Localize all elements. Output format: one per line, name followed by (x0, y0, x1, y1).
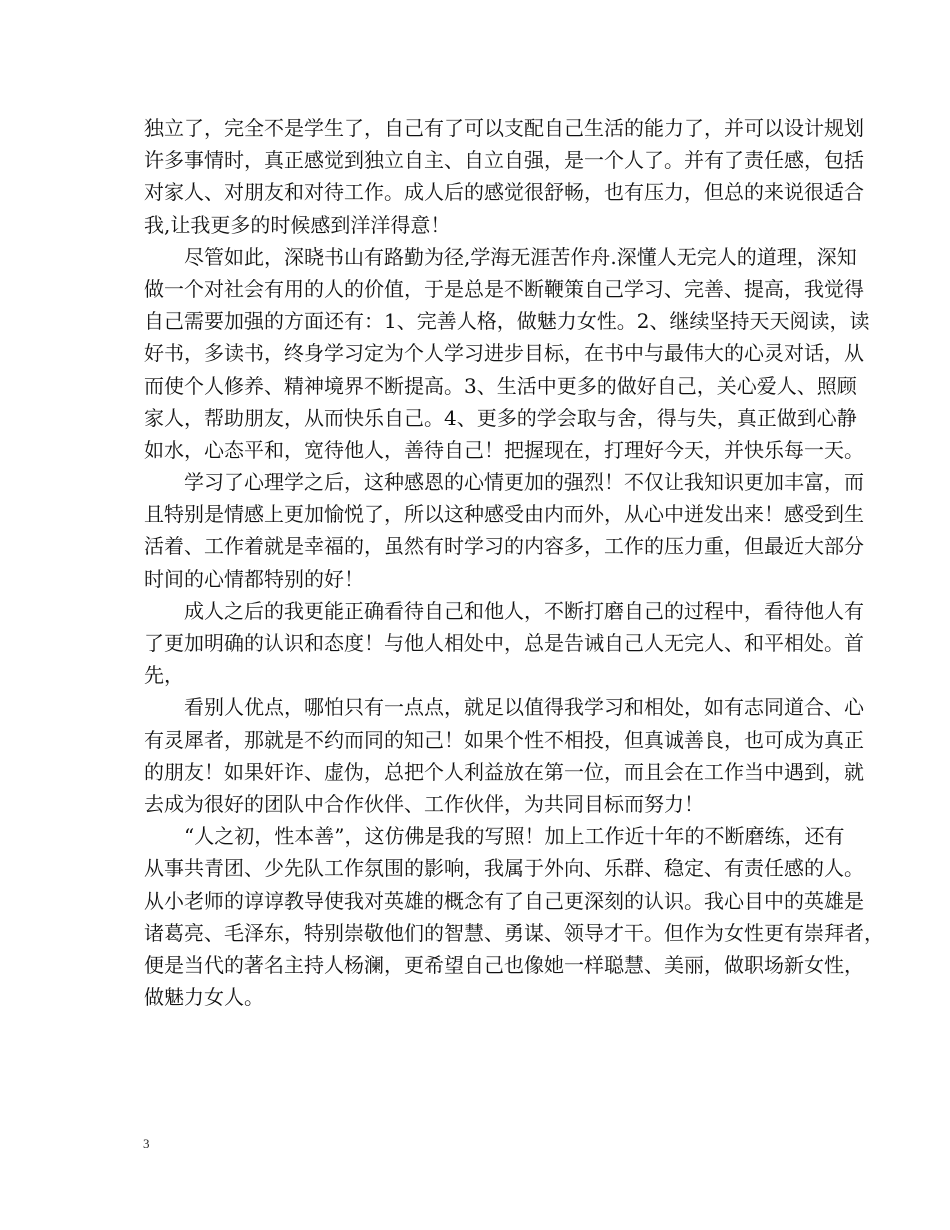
text-line: “人之初，性本善”，这仿佛是我的写照！加上工作近十年的不断磨练，还有 (144, 824, 845, 849)
text-line: 做一个对社会有用的人的价值，于是总是不断鞭策自己学习、完善、提高，我觉得 (144, 276, 864, 301)
text-line: 好书，多读书，终身学习定为个人学习进步目标，在书中与最伟大的心灵对话，从 (144, 341, 864, 366)
text-line: 活着、工作着就是幸福的，虽然有时学习的内容多，工作的压力重，但最近大部分 (144, 534, 864, 559)
text-line: 去成为很好的团队中合作伙伴、工作伙伴，为共同目标而努力！ (144, 791, 704, 816)
text-line: 有灵犀者，那就是不约而同的知己！如果个性不相投，但真诚善良，也可成为真正 (144, 727, 864, 752)
text-line: 独立了，完全不是学生了，自己有了可以支配自己生活的能力了，并可以设计规划 (144, 116, 864, 140)
text-line: 家人，帮助朋友，从而快乐自己。4、更多的学会取与舍，得与失，真正做到心静 (144, 405, 857, 430)
text-line: 许多事情时，真正感觉到独立自主、自立自强，是一个人了。并有了责任感，包括 (144, 148, 864, 173)
text-line: 而使个人修养、精神境界不断提高。3、生活中更多的做好自己，关心爱人、照顾 (144, 373, 857, 398)
text-line: 从小老师的谆谆教导使我对英雄的概念有了自己更深刻的认识。我心目中的英雄是 (144, 888, 864, 913)
text-line: 自己需要加强的方面还有：1、完善人格，做魅力女性。2、继续坚持天天阅读，读 (144, 309, 870, 334)
text-line: 先， (144, 663, 184, 688)
text-line: 对家人、对朋友和对待工作。成人后的感觉很舒畅，也有压力，但总的来说很适合 (144, 180, 864, 205)
text-line: 我,让我更多的时候感到洋洋得意！ (144, 212, 451, 237)
text-line: 诸葛亮、毛泽东，特别崇敬他们的智慧、勇谋、领导才干。但作为女性更有崇拜者， (144, 920, 884, 945)
text-line: 时间的心情都特别的好！ (144, 566, 364, 591)
text-line: 成人之后的我更能正确看待自己和他人，不断打磨自己的过程中，看待他人有 (144, 598, 864, 623)
text-line: 便是当代的著名主持人杨澜，更希望自己也像她一样聪慧、美丽，做职场新女性， (144, 952, 864, 977)
body-text (144, 112, 884, 1013)
text-line: 如水，心态平和，宽待他人，善待自己！把握现在，打理好今天，并快乐每一天。 (144, 437, 864, 462)
text-line: 了更加明确的认识和态度！与他人相处中，总是告诫自己人无完人、和平相处。首 (144, 631, 864, 655)
text-line: 尽管如此，深晓书山有路勤为径,学海无涯苦作舟.深懂人无完人的道理，深知 (144, 244, 857, 269)
page-number: 3 (143, 1136, 150, 1151)
text-line: 看别人优点，哪怕只有一点点，就足以值得我学习和相处，如有志同道合、心 (144, 695, 864, 720)
text-line: 做魅力女人。 (144, 985, 264, 1010)
text-line: 学习了心理学之后，这种感恩的心情更加的强烈！不仅让我知识更加丰富，而 (144, 470, 864, 495)
text-line: 且特别是情感上更加愉悦了，所以这种感受由内而外，从心中迸发出来！感受到生 (144, 502, 864, 527)
text-line: 从事共青团、少先队工作氛围的影响，我属于外向、乐群、稳定、有责任感的人。 (144, 856, 864, 881)
text-line: 的朋友！如果奸诈、虚伪，总把个人利益放在第一位，而且会在工作当中遇到，就 (144, 759, 864, 784)
